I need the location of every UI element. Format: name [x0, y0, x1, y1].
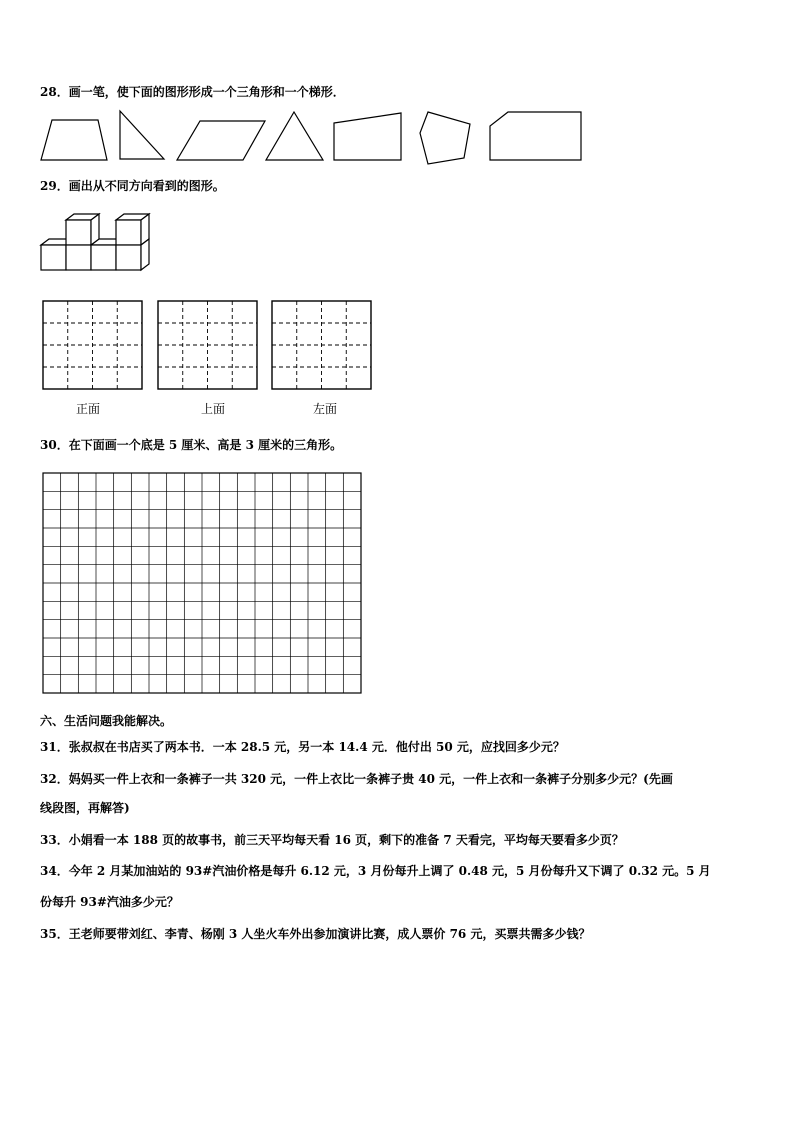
q34-line2: 份每升 93#汽油多少元？ [40, 895, 179, 909]
q28-text: 28．画一笔，使下面的图形形成一个三角形和一个梯形． [40, 85, 345, 99]
q35-text: 35．王老师要带刘红、李青、杨刚 3 人坐火车外出参加演讲比赛，成人票价 76 元，买票共需多少钱？ [40, 927, 591, 941]
q30-text: 30．在下面画一个底是 5 厘米、高是 3 厘米的三角形。 [40, 438, 343, 452]
view-grid-top [158, 301, 257, 389]
view-grid-front [43, 301, 142, 389]
q34-line1: 34．今年 2 月某加油站的 93#汽油价格是每升 6.12 元，3 月份每升上调了 0.48 元，5 月份每升又下调了 0.32 元。5 月 [40, 864, 711, 878]
caption-front: 正面 [75, 402, 100, 416]
caption-top: 上面 [200, 402, 225, 416]
caption-left: 左面 [312, 402, 337, 416]
view-grid-left [272, 301, 371, 389]
section6-title: 六、生活问题我能解决。 [40, 714, 173, 728]
q29-text: 29．画出从不同方向看到的图形。 [40, 179, 225, 193]
q33-text: 33．小娟看一本 188 页的故事书，前三天平均每天看 16 页，剩下的准备 7 天看完，平均每天要看多少页？ [40, 833, 624, 847]
q31-text: 31．张叔叔在书店买了两本书．一本 28.5 元，另一本 14.4 元．他付出 50 元，应找回多少元？ [40, 740, 565, 754]
q32-line1: 32．妈妈买一件上衣和一条裤子一共 320 元，一件上衣比一条裤子贵 40 元，一件上衣和一条裤子分别多少元？(先画 [40, 772, 673, 786]
q32-line2: 线段图，再解答) [40, 801, 130, 815]
square-grid [43, 473, 361, 693]
cube-stack-figure [0, 0, 794, 300]
